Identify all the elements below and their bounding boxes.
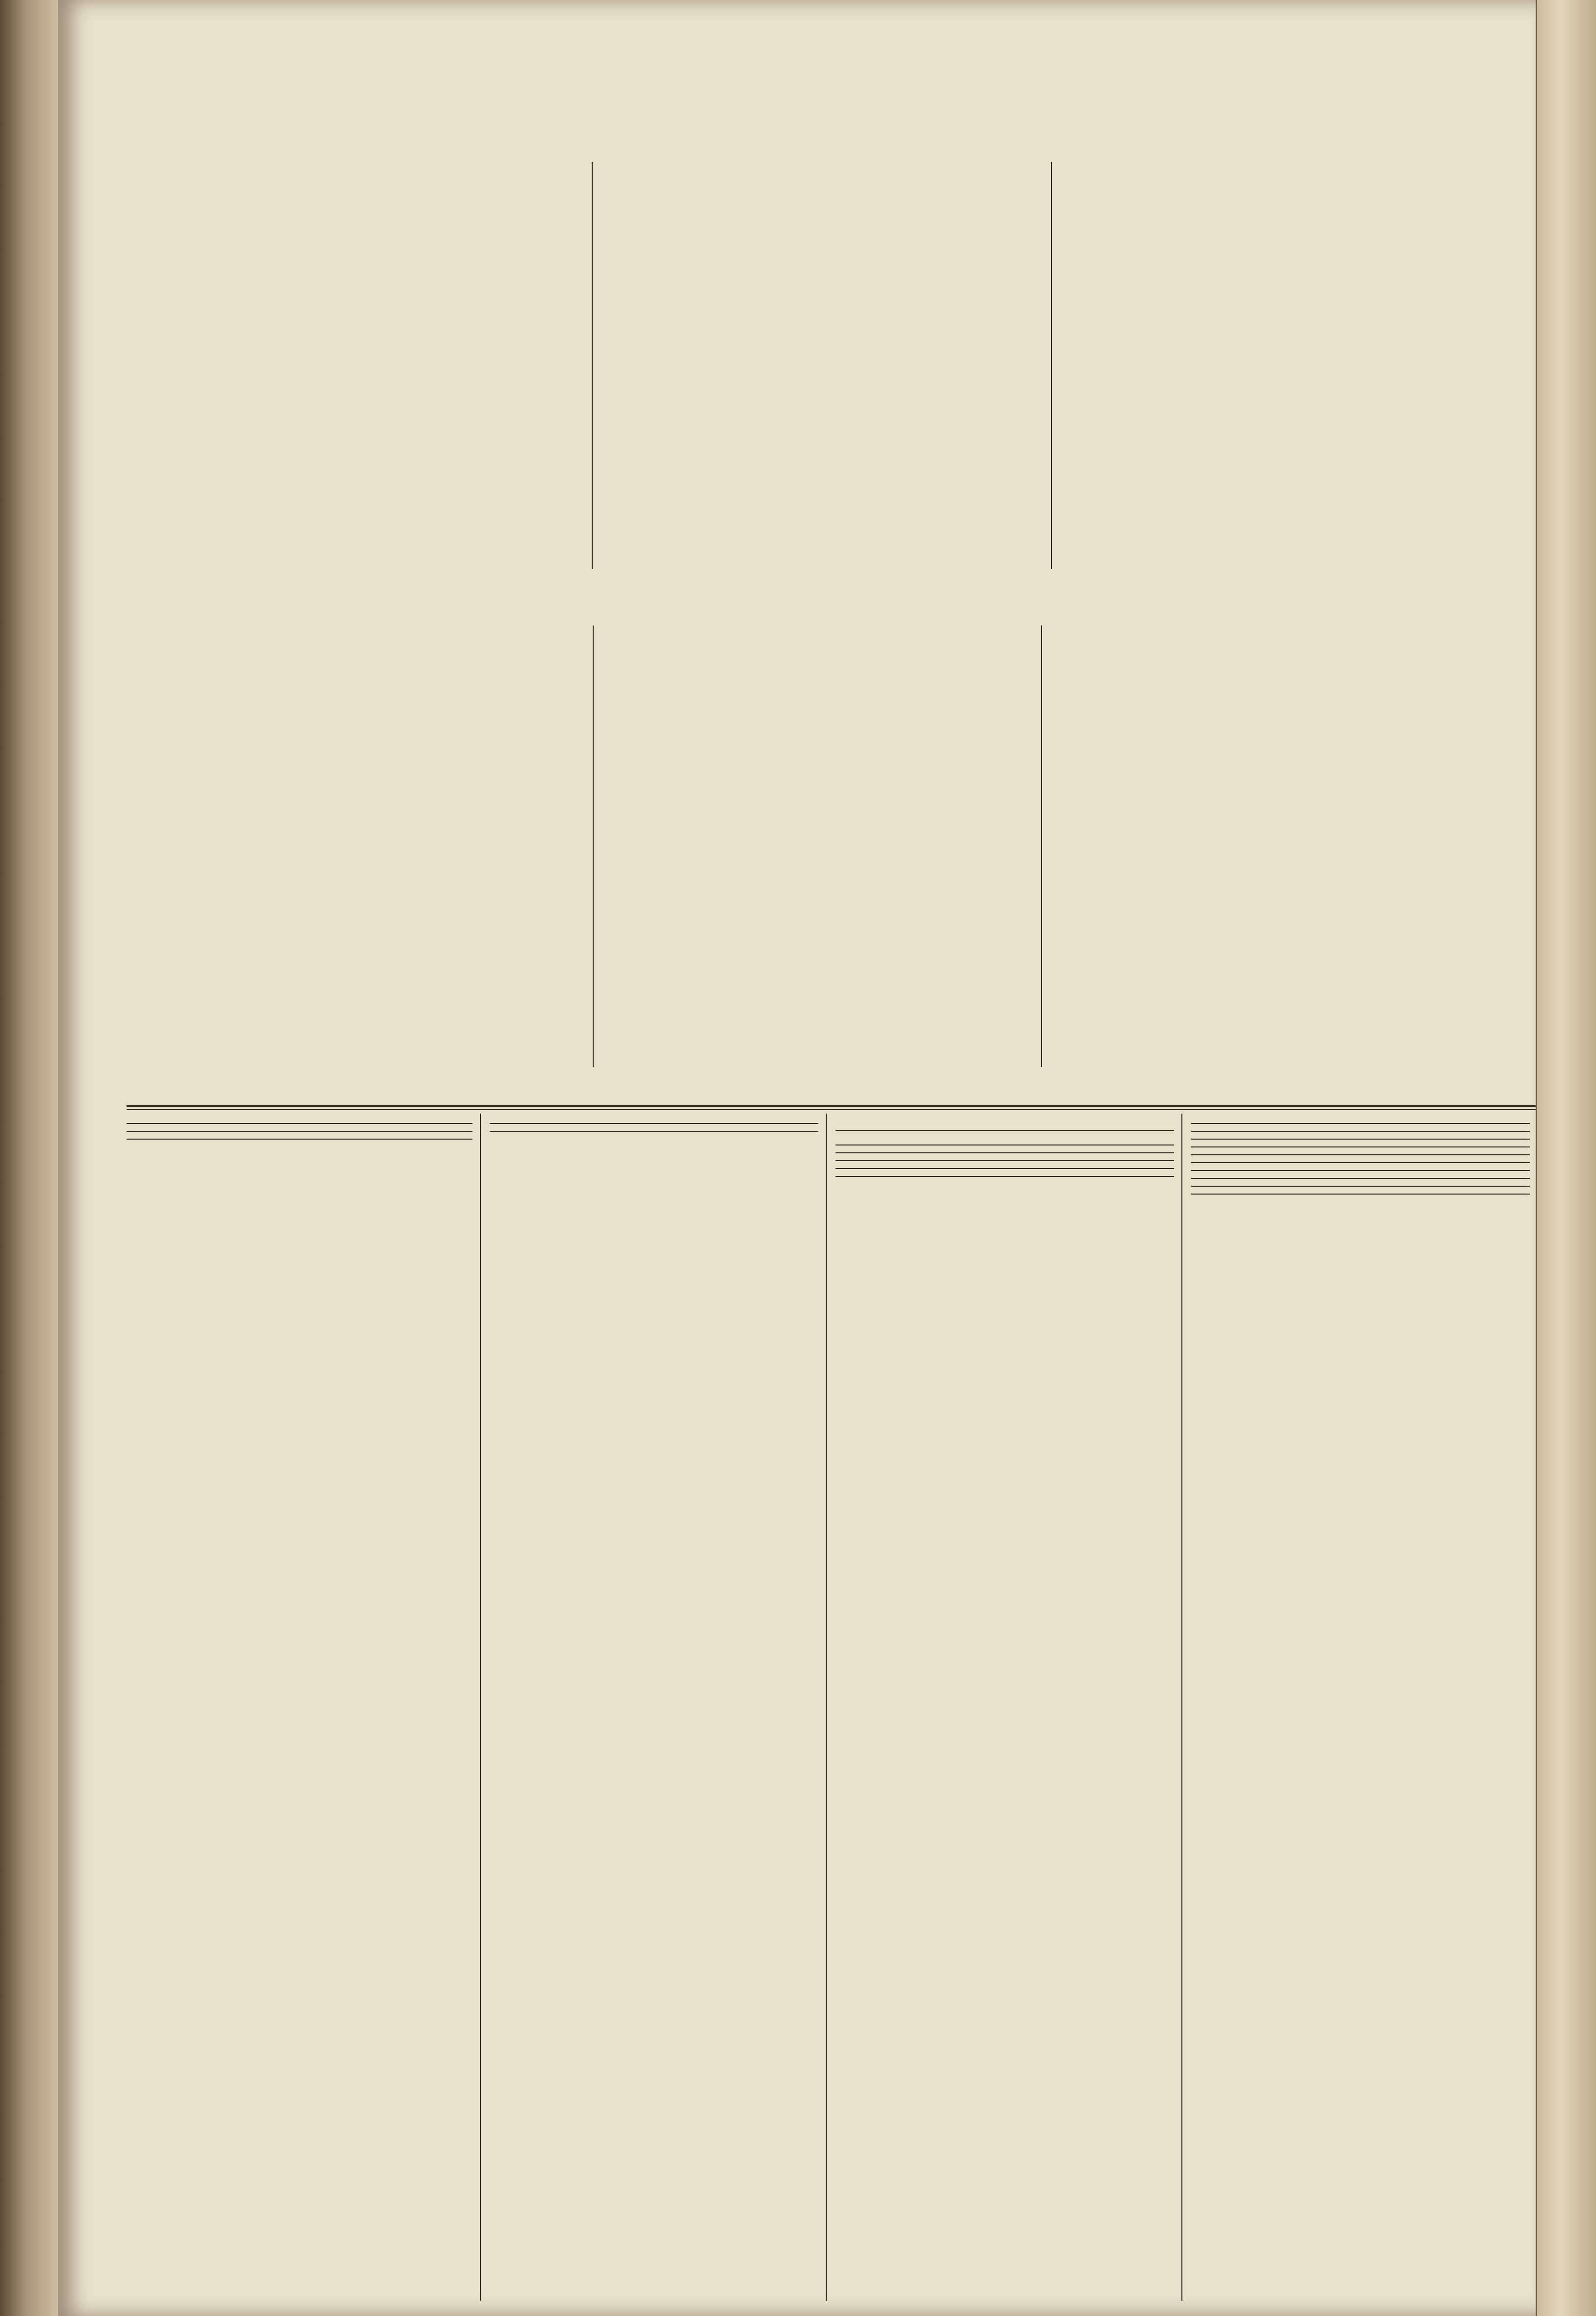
column-rule (1051, 162, 1052, 569)
adjacent-page-edge (1536, 0, 1596, 2316)
unit-header (499, 627, 522, 646)
column-rule (1041, 625, 1042, 1067)
column-rule (826, 1114, 827, 2301)
ad-column-3 (836, 1116, 1174, 1184)
section-rule (127, 1109, 1554, 1110)
column-rule (593, 625, 594, 1067)
book-spine (0, 0, 58, 2316)
newspaper-page (58, 0, 1537, 2316)
column-rule (480, 1114, 481, 2301)
column-rule (592, 162, 593, 569)
unit-header (934, 164, 956, 182)
ad-column-4 (1191, 1116, 1530, 1208)
section-rule (127, 1105, 1554, 1107)
ad-column-2 (490, 1116, 818, 1145)
unit-header (472, 164, 495, 182)
unit-header (1383, 627, 1405, 646)
unit-header (1402, 164, 1424, 182)
ad-column-1 (127, 1116, 472, 1153)
unit-header (931, 627, 953, 646)
column-rule (1181, 1114, 1182, 2301)
